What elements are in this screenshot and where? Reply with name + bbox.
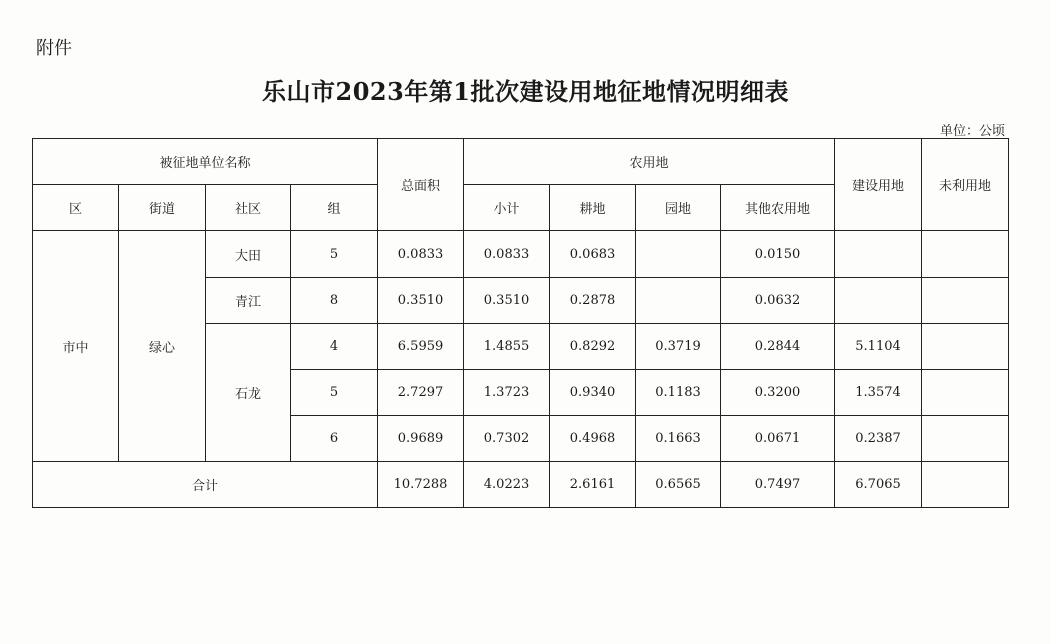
group-cell: 5 xyxy=(291,370,378,416)
other-agri-cell: 0.2844 xyxy=(721,324,835,370)
garden-cell: 0.1183 xyxy=(636,370,721,416)
group-cell: 5 xyxy=(291,231,378,278)
farmland-cell: 0.9340 xyxy=(550,370,636,416)
header-agri-land: 农用地 xyxy=(464,139,835,185)
unit-label: 单位：公顷 xyxy=(939,124,1005,139)
total-area-cell: 0.3510 xyxy=(378,278,464,324)
header-subtotal: 小计 xyxy=(464,185,550,231)
farmland-cell: 0.2878 xyxy=(550,278,636,324)
subtotal-cell: 0.3510 xyxy=(464,278,550,324)
subtotal-cell: 1.4855 xyxy=(464,324,550,370)
farmland-cell: 0.0683 xyxy=(550,231,636,278)
garden-cell: 0.3719 xyxy=(636,324,721,370)
other-agri-sum: 0.7497 xyxy=(721,462,835,508)
header-garden: 园地 xyxy=(636,185,721,231)
header-district: 区 xyxy=(33,185,119,231)
total-label: 合计 xyxy=(33,462,378,508)
header-community: 社区 xyxy=(206,185,291,231)
unused-sum xyxy=(922,462,1009,508)
garden-sum: 0.6565 xyxy=(636,462,721,508)
subtotal-cell: 0.7302 xyxy=(464,416,550,462)
subtotal-cell: 1.3723 xyxy=(464,370,550,416)
header-street: 街道 xyxy=(119,185,206,231)
other-agri-cell: 0.3200 xyxy=(721,370,835,416)
header-other-agri: 其他农用地 xyxy=(721,185,835,231)
other-agri-cell: 0.0671 xyxy=(721,416,835,462)
table-row xyxy=(33,231,1009,278)
garden-cell xyxy=(636,278,721,324)
construction-cell xyxy=(835,278,922,324)
unused-cell xyxy=(922,370,1009,416)
header-group: 组 xyxy=(291,185,378,231)
header-unused: 未利用地 xyxy=(922,139,1009,231)
total-area-cell: 2.7297 xyxy=(378,370,464,416)
header-farmland: 耕地 xyxy=(550,185,636,231)
community-cell: 大田 xyxy=(206,231,291,278)
other-agri-cell: 0.0150 xyxy=(721,231,835,278)
unused-cell xyxy=(922,324,1009,370)
total-area-sum: 10.7288 xyxy=(378,462,464,508)
garden-cell: 0.1663 xyxy=(636,416,721,462)
construction-cell: 1.3574 xyxy=(835,370,922,416)
construction-sum: 6.7065 xyxy=(835,462,922,508)
total-area-cell: 0.9689 xyxy=(378,416,464,462)
page-title: 乐山市2023年第1批次建设用地征地情况明细表 xyxy=(262,77,789,106)
header-total-area: 总面积 xyxy=(378,139,464,231)
construction-cell xyxy=(835,231,922,278)
group-cell: 6 xyxy=(291,416,378,462)
header-unit-name-group: 被征地单位名称 xyxy=(33,139,378,185)
community-cell: 青江 xyxy=(206,278,291,324)
attachment-label: 附件 xyxy=(36,38,72,59)
total-area-cell: 0.0833 xyxy=(378,231,464,278)
garden-cell xyxy=(636,231,721,278)
unused-cell xyxy=(922,278,1009,324)
farmland-cell: 0.4968 xyxy=(550,416,636,462)
subtotal-cell: 0.0833 xyxy=(464,231,550,278)
farmland-cell: 0.8292 xyxy=(550,324,636,370)
construction-cell: 5.1104 xyxy=(835,324,922,370)
construction-cell: 0.2387 xyxy=(835,416,922,462)
community-cell: 石龙 xyxy=(206,324,291,462)
land-requisition-table xyxy=(32,138,1009,508)
farmland-sum: 2.6161 xyxy=(550,462,636,508)
group-cell: 8 xyxy=(291,278,378,324)
other-agri-cell: 0.0632 xyxy=(721,278,835,324)
street-cell: 绿心 xyxy=(119,231,206,462)
unused-cell xyxy=(922,416,1009,462)
subtotal-sum: 4.0223 xyxy=(464,462,550,508)
unused-cell xyxy=(922,231,1009,278)
header-construction: 建设用地 xyxy=(835,139,922,231)
total-area-cell: 6.5959 xyxy=(378,324,464,370)
group-cell: 4 xyxy=(291,324,378,370)
district-cell: 市中 xyxy=(33,231,119,462)
total-row xyxy=(33,462,1009,508)
header-row-1 xyxy=(33,139,1009,185)
